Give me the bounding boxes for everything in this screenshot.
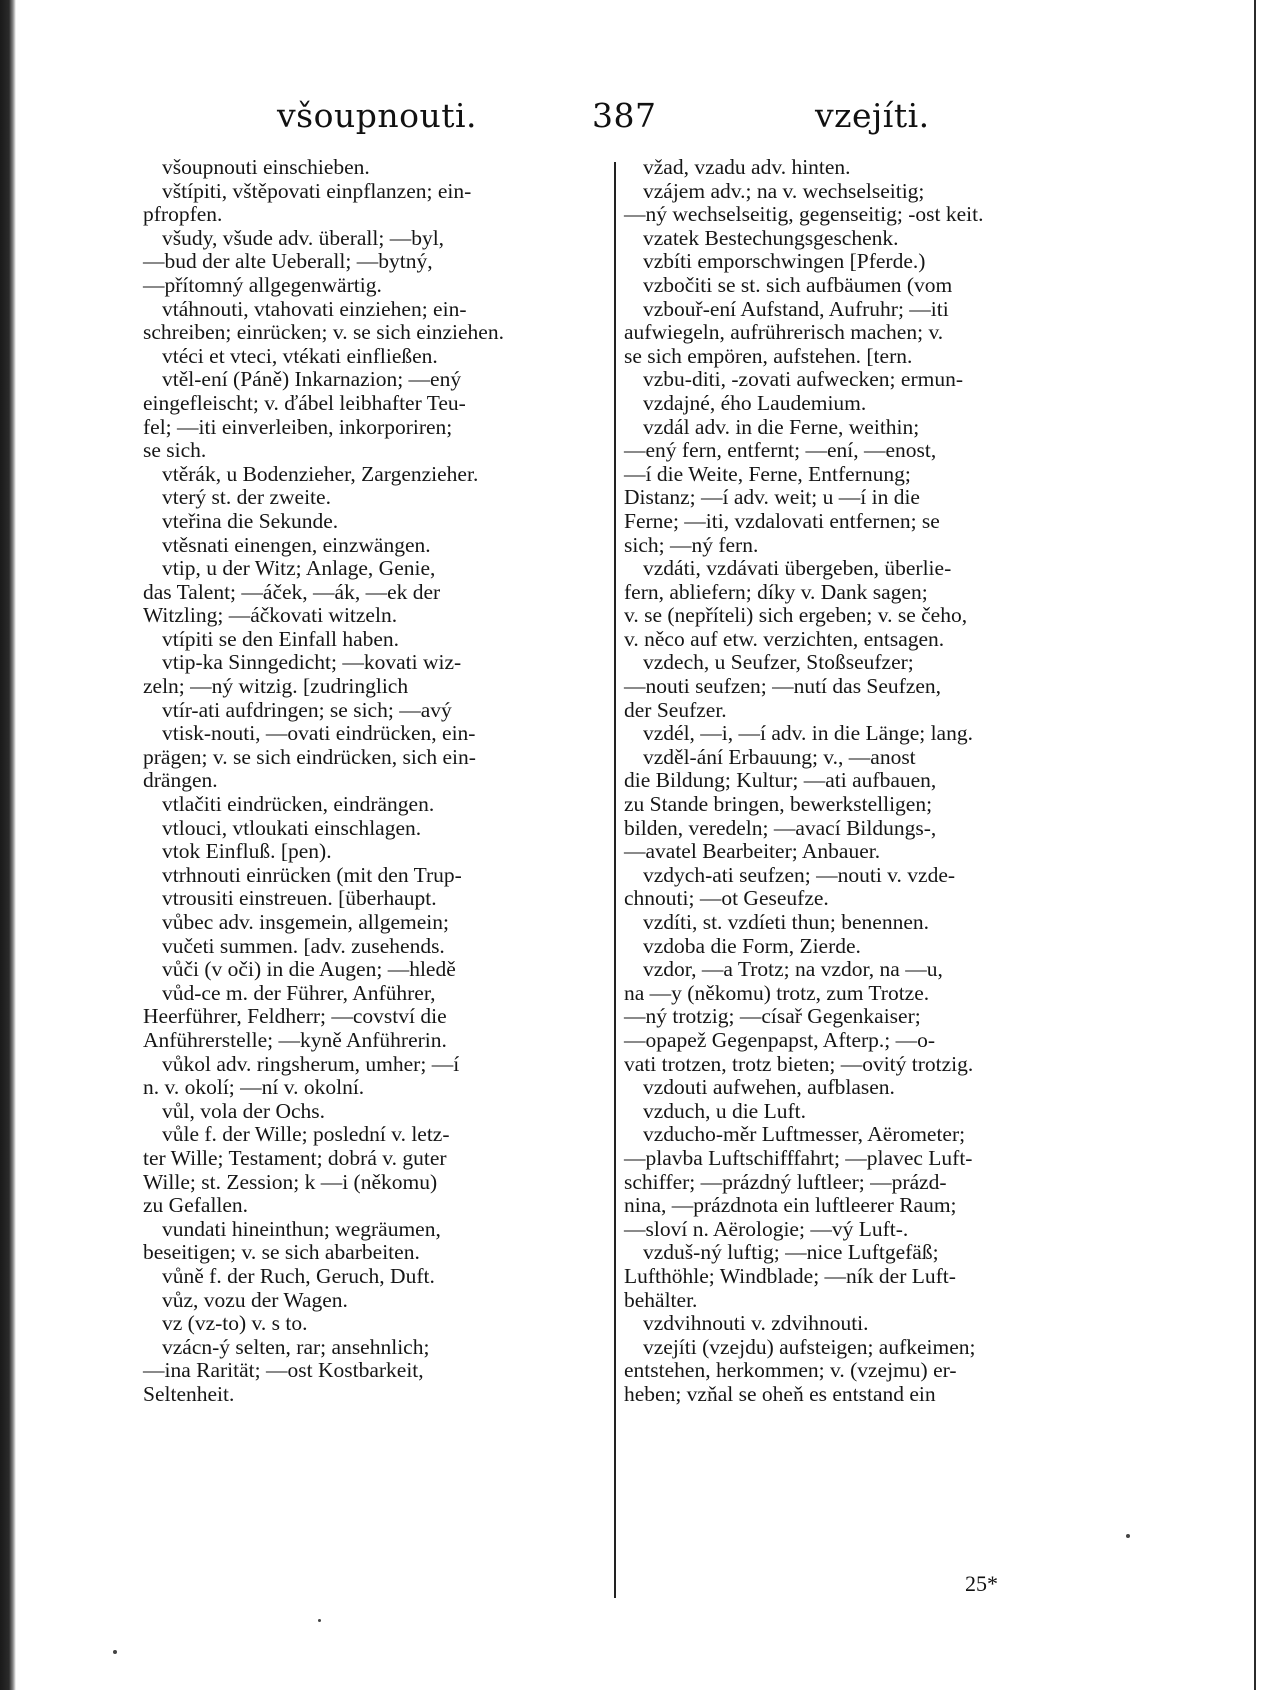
dictionary-line: fern, abliefern; díky v. Dank sagen; xyxy=(624,579,928,604)
dictionary-line: vučeti summen. [adv. zusehends. xyxy=(162,933,445,958)
column-divider xyxy=(614,162,616,1598)
dictionary-line: vtip-ka Sinngedicht; —kovati wiz- xyxy=(162,650,462,675)
dictionary-line: vtípiti se den Einfall haben. xyxy=(162,626,400,651)
dictionary-line: vzduch, u die Luft. xyxy=(643,1098,806,1123)
dictionary-line: drängen. xyxy=(143,768,218,793)
dictionary-line: nina, —prázdnota ein luftleerer Raum; xyxy=(624,1193,957,1218)
dictionary-line: behälter. xyxy=(624,1287,698,1312)
dictionary-line: entstehen, herkommen; v. (vzejmu) er- xyxy=(624,1358,957,1383)
dictionary-line: vzdor, —a Trotz; na vzdor, na —u, xyxy=(643,957,943,982)
dictionary-line: der Seufzer. xyxy=(624,697,727,722)
dictionary-line: vzdoba die Form, Zierde. xyxy=(643,933,861,958)
dictionary-line: vůle f. der Wille; poslední v. letz- xyxy=(162,1122,450,1147)
dictionary-line: vůl, vola der Ochs. xyxy=(162,1098,326,1123)
dictionary-line: pfropfen. xyxy=(143,202,223,227)
dictionary-line: vůbec adv. insgemein, allgemein; xyxy=(162,910,449,934)
dictionary-line: schiffer; —prázdný luftleer; —prázd- xyxy=(624,1169,947,1194)
dictionary-line: prägen; v. se sich eindrücken, sich ein- xyxy=(143,744,476,769)
dictionary-line: —nouti seufzen; —nutí das Seufzen, xyxy=(624,674,942,699)
dictionary-line: Heerführer, Feldherr; —covství die xyxy=(143,1004,447,1029)
speck xyxy=(113,1650,117,1654)
dictionary-line: n. v. okolí; —ní v. okolní. xyxy=(143,1075,365,1100)
dictionary-line: vzejíti (vzejdu) aufsteigen; aufkeimen; xyxy=(643,1334,976,1359)
dictionary-line: vzatek Bestechungsgeschenk. xyxy=(643,225,899,250)
dictionary-line: vzbočiti se st. sich aufbäumen (vom xyxy=(643,272,953,297)
dictionary-line: Ferne; —iti, vzdalovati entfernen; se xyxy=(624,508,940,533)
dictionary-line: vtlačiti eindrücken, eindrängen. xyxy=(162,792,435,817)
dictionary-line: —ný wechselseitig, gegenseitig; -ost keit. xyxy=(624,202,984,227)
dictionary-line: se sich. xyxy=(143,438,207,463)
left-column xyxy=(143,156,611,1406)
dictionary-line: vzácn-ý selten, rar; ansehnlich; xyxy=(162,1334,430,1359)
dictionary-line: schreiben; einrücken; v. se sich einziehen. xyxy=(143,320,504,345)
dictionary-line: vtěrák, u Bodenzieher, Zargenzieher. xyxy=(162,461,479,486)
dictionary-line: na —y (někomu) trotz, zum Trotze. xyxy=(624,980,930,1005)
running-head-right: vzejíti. xyxy=(815,96,930,135)
dictionary-line: vzduš-ný luftig; —nice Luftgefäß; xyxy=(643,1240,939,1265)
dictionary-line: vzájem adv.; na v. wechselseitig; xyxy=(643,178,925,203)
dictionary-line: sich; —ný fern. xyxy=(624,532,759,557)
dictionary-line: vundati hineinthun; wegräumen, xyxy=(162,1216,441,1241)
dictionary-line: ter Wille; Testament; dobrá v. guter xyxy=(143,1145,447,1170)
dictionary-line: se sich empören, aufstehen. [tern. xyxy=(624,343,913,368)
dictionary-line: —ený fern, entfernt; —ení, —enost, xyxy=(624,438,937,463)
dictionary-line: vtěl-ení (Páně) Inkarnazion; —ený xyxy=(162,367,462,392)
dictionary-line: beseitigen; v. se sich abarbeiten. xyxy=(143,1240,420,1265)
dictionary-line: vtrhnouti einrücken (mit den Trup- xyxy=(162,862,462,887)
dictionary-line: vzbouř-ení Aufstand, Aufruhr; —iti xyxy=(643,296,949,321)
dictionary-line: vati trotzen, trotz bieten; —ovitý trotzig. xyxy=(624,1051,974,1076)
dictionary-line: zeln; —ný witzig. [zudringlich xyxy=(143,674,409,699)
dictionary-line: heben; vzňal se oheň es entstand ein xyxy=(624,1381,936,1406)
dictionary-line: vůz, vozu der Wagen. xyxy=(162,1287,348,1312)
dictionary-line: Wille; st. Zession; k —i (někomu) xyxy=(143,1169,438,1194)
dictionary-line: vzdych-ati seufzen; —nouti v. vzde- xyxy=(643,862,956,887)
dictionary-line: vzděl-ání Erbauung; v., —anost xyxy=(643,744,916,769)
dictionary-line: —í die Weite, Ferne, Entfernung; xyxy=(624,461,911,486)
dictionary-line: vzdajné, ého Laudemium. xyxy=(643,390,867,415)
dictionary-line: zu Gefallen. xyxy=(143,1193,249,1218)
dictionary-line: vštípiti, vštěpovati einpflanzen; ein- xyxy=(162,178,472,203)
dictionary-line: v. něco auf etw. verzichten, entsagen. xyxy=(624,626,945,651)
dictionary-line: —ný trotzig; —císař Gegenkaiser; xyxy=(624,1004,921,1029)
dictionary-line: vzdél, —i, —í adv. in die Länge; lang. xyxy=(643,721,973,746)
running-head-left: všoupnouti. xyxy=(277,96,478,135)
dictionary-line: —bud der alte Ueberall; —bytný, xyxy=(143,249,433,274)
dictionary-line: vzducho-měr Luftmesser, Aërometer; xyxy=(643,1122,966,1147)
dictionary-line: vzdech, u Seufzer, Stoßseufzer; xyxy=(643,650,914,675)
dictionary-line: všudy, všude adv. überall; —byl, xyxy=(162,225,445,250)
dictionary-line: —sloví n. Aërologie; —vý Luft-. xyxy=(624,1216,909,1241)
speck xyxy=(1126,1534,1130,1538)
dictionary-line: fel; —iti einverleiben, inkorporiren; xyxy=(143,414,453,439)
signature-mark: 25* xyxy=(965,1571,998,1596)
dictionary-line: vtok Einfluß. [pen). xyxy=(162,839,332,864)
dictionary-line: Lufthöhle; Windblade; —ník der Luft- xyxy=(624,1263,956,1288)
dictionary-line: zu Stande bringen, bewerkstelligen; xyxy=(624,792,933,817)
dictionary-line: bilden, veredeln; —avací Bildungs-, xyxy=(624,815,937,840)
dictionary-line: Distanz; —í adv. weit; u —í in die xyxy=(624,485,920,510)
dictionary-line: vtisk-nouti, —ovati eindrücken, ein- xyxy=(162,721,476,746)
dictionary-line: vtip, u der Witz; Anlage, Genie, xyxy=(162,556,436,581)
dictionary-line: chnouti; —ot Geseufze. xyxy=(624,886,829,911)
dictionary-line: das Talent; —áček, —ák, —ek der xyxy=(143,579,441,604)
dictionary-line: vžad, vzadu adv. hinten. xyxy=(643,155,851,179)
book-binding-edge xyxy=(0,0,16,1690)
speck xyxy=(318,1619,321,1622)
dictionary-line: vzdáti, vzdávati übergeben, überlie- xyxy=(643,556,952,581)
dictionary-line: vtlouci, vtloukati einschlagen. xyxy=(162,815,422,840)
dictionary-line: vůd-ce m. der Führer, Anführer, xyxy=(162,980,436,1005)
dictionary-line: vteřina die Sekunde. xyxy=(162,508,339,533)
dictionary-line: vzdíti, st. vzdíeti thun; benennen. xyxy=(643,910,930,934)
dictionary-line: aufwiegeln, aufrührerisch machen; v. xyxy=(624,320,944,345)
dictionary-line: vůči (v oči) in die Augen; —hledě xyxy=(162,957,456,982)
dictionary-line: vzbíti emporschwingen [Pferde.) xyxy=(643,249,926,274)
dictionary-line: vterý st. der zweite. xyxy=(162,485,331,510)
dictionary-line: vtáhnouti, vtahovati einziehen; ein- xyxy=(162,296,467,321)
dictionary-line: vzbu-diti, -zovati aufwecken; ermun- xyxy=(643,367,963,392)
right-column xyxy=(624,156,1096,1406)
dictionary-line: —přítomný allgegenwärtig. xyxy=(143,272,382,297)
dictionary-line: vtěsnati einengen, einzwängen. xyxy=(162,532,431,557)
dictionary-line: vz (vz-to) v. s to. xyxy=(162,1311,308,1336)
dictionary-line: vzdouti aufwehen, aufblasen. xyxy=(643,1075,895,1100)
dictionary-line: Seltenheit. xyxy=(143,1381,235,1406)
page-number: 387 xyxy=(592,96,657,135)
dictionary-line: v. se (nepříteli) sich ergeben; v. se čeho, xyxy=(624,603,968,628)
dictionary-line: vtéci et vteci, vtékati einfließen. xyxy=(162,343,438,368)
dictionary-line: vtrousiti einstreuen. [überhaupt. xyxy=(162,886,437,911)
dictionary-line: Witzling; —áčkovati witzeln. xyxy=(143,603,398,628)
dictionary-line: eingefleischt; v. ďábel leibhafter Teu- xyxy=(143,390,466,415)
dictionary-line: vzdál adv. in die Ferne, weithin; xyxy=(643,414,920,439)
dictionary-line: vůně f. der Ruch, Geruch, Duft. xyxy=(162,1263,435,1288)
dictionary-line: vzdvihnouti v. zdvihnouti. xyxy=(643,1311,869,1336)
dictionary-line: —avatel Bearbeiter; Anbauer. xyxy=(624,839,881,864)
page-edge-line xyxy=(1254,0,1256,1690)
dictionary-line: vůkol adv. ringsherum, umher; —í xyxy=(162,1051,460,1076)
dictionary-line: —ina Rarität; —ost Kostbarkeit, xyxy=(143,1358,424,1383)
dictionary-line: die Bildung; Kultur; —ati aufbauen, xyxy=(624,768,937,793)
dictionary-line: —opapež Gegenpapst, Afterp.; —o- xyxy=(624,1027,936,1052)
dictionary-line: Anführerstelle; —kyně Anführerin. xyxy=(143,1027,447,1052)
dictionary-line: všoupnouti einschieben. xyxy=(162,155,370,179)
dictionary-line: vtír-ati aufdringen; se sich; —avý xyxy=(162,697,452,722)
dictionary-line: —plavba Luftschifffahrt; —plavec Luft- xyxy=(624,1145,973,1170)
